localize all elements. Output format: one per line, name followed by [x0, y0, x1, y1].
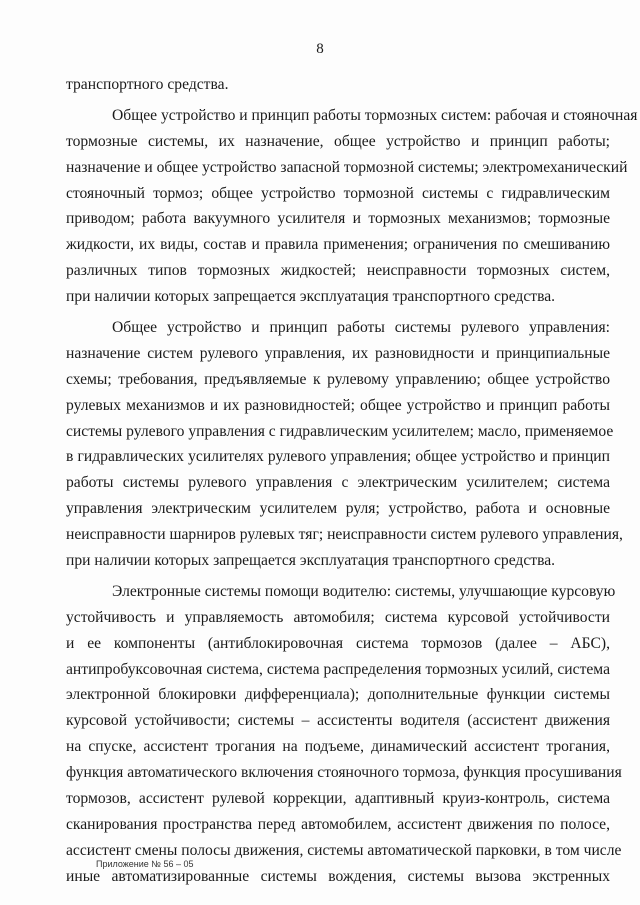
text-line: управления электрическим усилителем руля; устройство, работа и основные [66, 500, 610, 518]
text-line: рулевых механизмов и их разновидностей; общее устройство и принцип работы [66, 396, 610, 414]
text-line: Общее устройство и принцип работы системы рулевого управления: [112, 319, 610, 337]
text-line: назначение и общее устройство запасной тормозной системы; электромеханический [66, 158, 628, 176]
text-line: при наличии которых запрещается эксплуатация транспортного средства. [66, 288, 556, 306]
page-number: 8 [316, 41, 324, 57]
text-line: функция автоматического включения стояночного тормоза, функция просушивания [66, 764, 622, 782]
text-line: тормозные системы, их назначение, общее устройство и принцип работы; [66, 132, 610, 150]
text-line: иные автоматизированные системы вождения, системы вызова экстренных [66, 867, 610, 885]
text-line: транспортного средства. [66, 76, 229, 93]
footer-note: Приложение № 56 – 05 [96, 859, 194, 869]
text-line: при наличии которых запрещается эксплуатация транспортного средства. [66, 552, 556, 570]
text-line: назначение систем рулевого управления, их разновидности и принципиальные [66, 344, 610, 362]
text-line: неисправности шарниров рулевых тяг; неисправности систем рулевого управления, [66, 526, 623, 544]
text-line: жидкости, их виды, состав и правила применения; ограничения по смешиванию [66, 236, 610, 254]
text-line: Электронные системы помощи водителю: системы, улучшающие курсовую [112, 582, 616, 600]
text-line: антипробуксовочная система, система распределения тормозных усилий, система [66, 660, 610, 678]
text-line: стояночный тормоз; общее устройство тормозной системы с гидравлическим [66, 184, 610, 202]
text-line: системы рулевого управления с гидравлическим усилителем; масло, применяемое [66, 422, 614, 440]
text-line: курсовой устойчивости; системы – ассистенты водителя (ассистент движения [66, 712, 610, 730]
text-line: электронной блокировки дифференциала); дополнительные функции системы [66, 686, 610, 704]
text-line: на спуске, ассистент трогания на подъеме, динамический ассистент трогания, [66, 738, 610, 756]
text-line: и ее компоненты (антиблокировочная система тормозов (далее – АБС), [66, 634, 610, 652]
text-line: Общее устройство и принцип работы тормозных систем: рабочая и стояночная [112, 106, 638, 124]
text-line: сканирования пространства перед автомобилем, ассистент движения по полосе, [66, 815, 610, 833]
text-line: ассистент смены полосы движения, системы автоматической парковки, в том числе [66, 841, 622, 859]
text-line: схемы; требования, предъявляемые к рулевому управлению; общее устройство [66, 370, 610, 388]
text-line: в гидравлических усилителях рулевого управления; общее устройство и принцип [66, 448, 610, 466]
text-line: работы системы рулевого управления с электрическим усилителем; система [66, 474, 610, 492]
text-line: устойчивость и управляемость автомобиля; система курсовой устойчивости [66, 608, 610, 626]
text-line: приводом; работа вакуумного усилителя и тормозных механизмов; тормозные [66, 210, 610, 228]
body-text [66, 72, 638, 890]
text-line: различных типов тормозных жидкостей; неисправности тормозных систем, [66, 262, 610, 280]
text-line: тормозов, ассистент рулевой коррекции, адаптивный круиз-контроль, система [66, 790, 610, 808]
